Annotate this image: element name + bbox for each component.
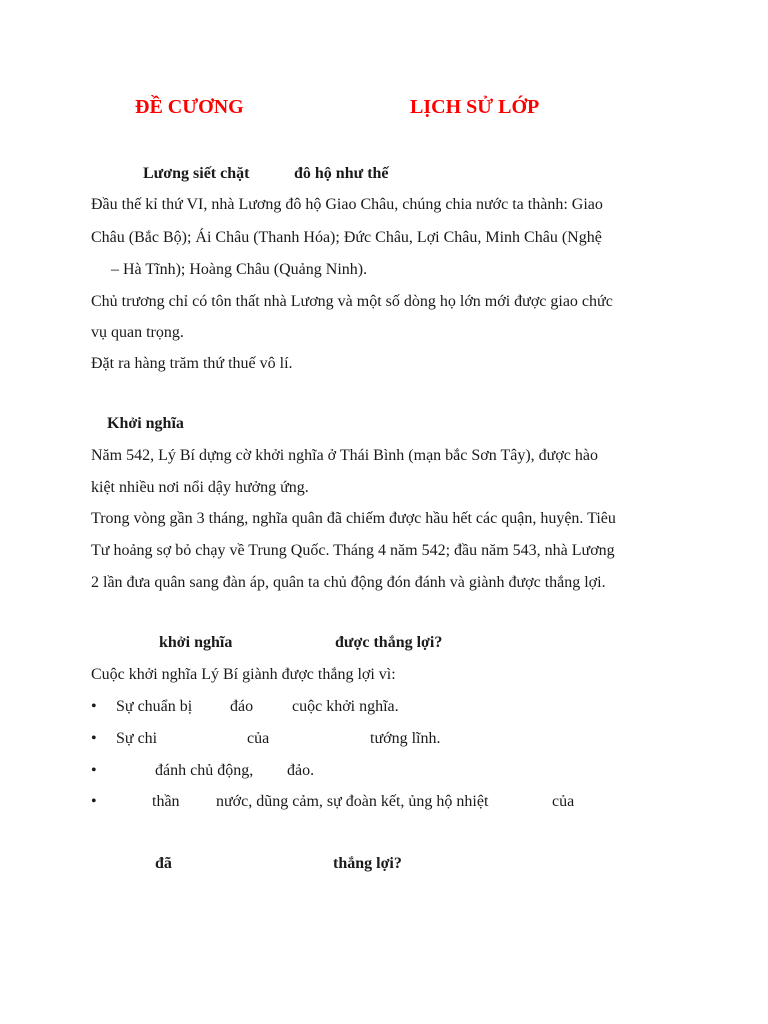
bullet-text: đáo <box>230 698 254 715</box>
bullet-text: đánh chủ động, <box>155 762 254 779</box>
section4-heading-part1: đã <box>155 855 172 872</box>
section2-line: kiệt nhiều nơi nổi dậy hưởng ứng. <box>91 479 309 496</box>
section2-line: 2 lần đưa quân sang đàn áp, quân ta chủ động đón đánh và giành được thắng lợi. <box>91 574 606 591</box>
bullet-symbol: • <box>91 762 97 779</box>
bullet-symbol: • <box>91 793 97 810</box>
section2-line: Trong vòng gần 3 tháng, nghĩa quân đã chiếm được hầu hết các quận, huyện. Tiêu <box>91 510 616 527</box>
bullet-text: cuộc khởi nghĩa. <box>292 698 399 715</box>
bullet-text: Sự chi <box>116 730 158 747</box>
bullet-text: của <box>552 793 575 810</box>
title-right: LỊCH SỬ LỚP <box>410 96 540 118</box>
bullet-symbol: • <box>91 698 97 715</box>
section4-heading-part2: thắng lợi? <box>333 855 402 872</box>
section1-line: Chủ trương chỉ có tôn thất nhà Lương và một số dòng họ lớn mới được giao chức <box>91 293 613 310</box>
section2-line: Tư hoảng sợ bỏ chạy về Trung Quốc. Tháng 4 năm 542; đầu năm 543, nhà Lương <box>91 542 615 559</box>
section1-line: Đầu thế kỉ thứ VI, nhà Lương đô hộ Giao Châu, chúng chia nước ta thành: Giao <box>91 196 603 213</box>
section1-line: vụ quan trọng. <box>91 324 184 341</box>
section1-heading-part1: Lương siết chặt <box>143 165 250 182</box>
section1-heading-part2: đô hộ như thế <box>294 165 389 182</box>
bullet-text: đảo. <box>287 762 315 779</box>
bullet-text: nước, dũng cảm, sự đoàn kết, ủng hộ nhiệt <box>216 793 489 810</box>
section3-heading-part1: khởi nghĩa <box>159 634 233 651</box>
bullet-text: của <box>247 730 270 747</box>
bullet-text: thần <box>152 793 180 810</box>
bullet-text: tướng lĩnh. <box>370 730 441 747</box>
section1-line: Châu (Bắc Bộ); Ái Châu (Thanh Hóa); Đức Châu, Lợi Châu, Minh Châu (Nghệ <box>91 229 602 246</box>
section3-heading-part2: được thắng lợi? <box>335 634 443 651</box>
bullet-text: Sự chuẩn bị <box>116 698 193 715</box>
section3-intro: Cuộc khởi nghĩa Lý Bí giành được thắng lợi vì: <box>91 666 396 683</box>
section1-line: – Hà Tĩnh); Hoàng Châu (Quảng Ninh). <box>111 261 368 278</box>
title-left: ĐỀ CƯƠNG <box>135 96 244 118</box>
section2-line: Năm 542, Lý Bí dựng cờ khởi nghĩa ở Thái Bình (mạn bắc Sơn Tây), được hào <box>91 447 598 464</box>
section2-heading: Khởi nghĩa <box>107 415 184 432</box>
section1-line: Đặt ra hàng trăm thứ thuế vô lí. <box>91 355 293 372</box>
bullet-symbol: • <box>91 730 97 747</box>
